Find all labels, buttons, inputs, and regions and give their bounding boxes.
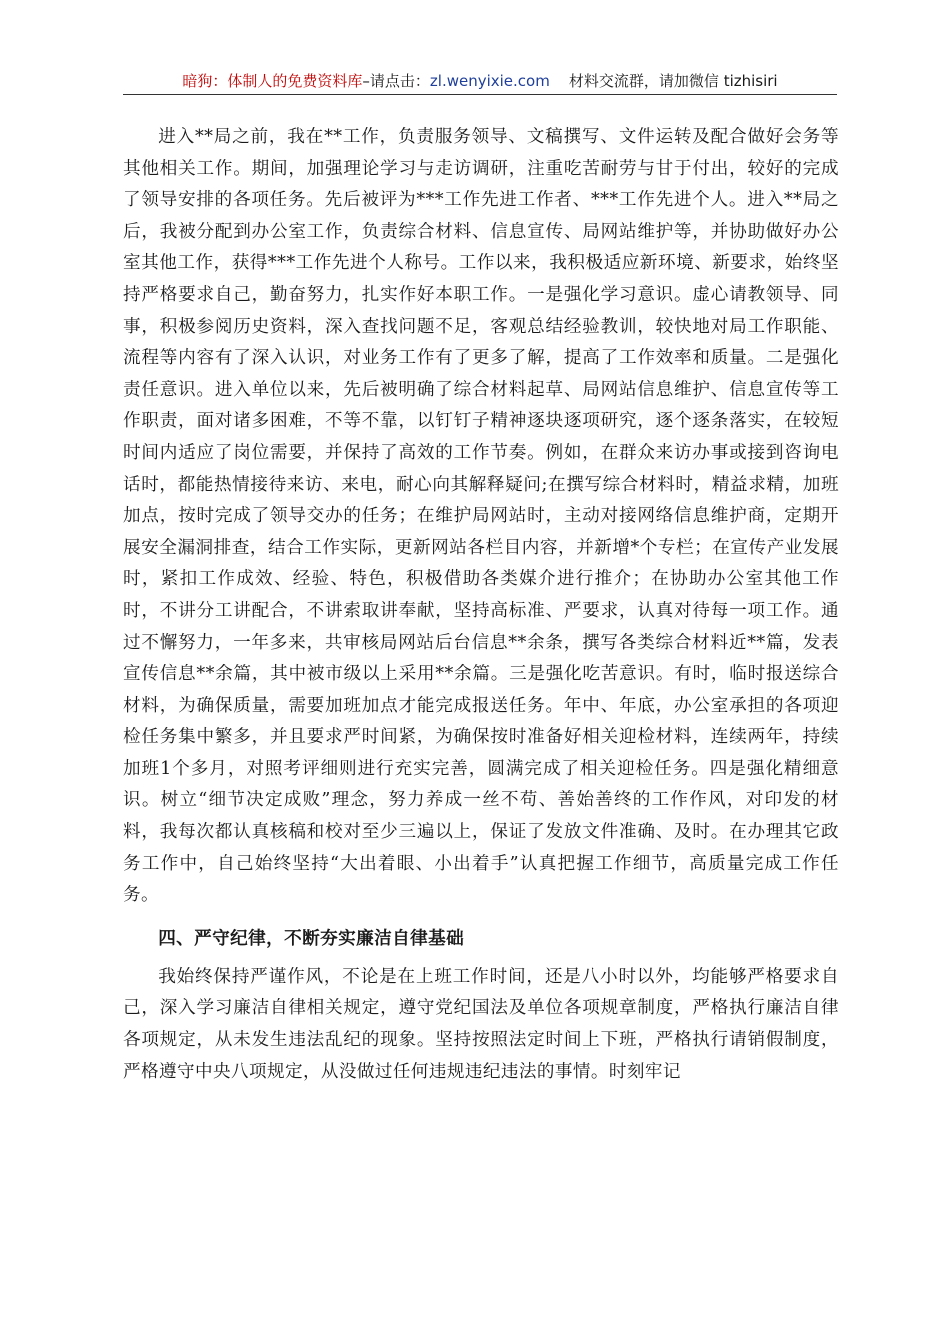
header-contact: 材料交流群，请加微信 tizhisiri xyxy=(568,72,778,90)
body-paragraph-1: 进入**局之前，我在**工作，负责服务领导、文稿撰写、文件运转及配合做好会务等其他相关工作。期间，加强理论学习与走访调研，注重吃苦耐劳与甘于付出，较好的完成了领导安排的各项任务。先后被评为***工作先进工作者、***工作先进个人。进入**局之后，我被分配到办公室工作，负责综合材料、信息宣传、局网站维护等，并协助做好办公室其他工作，获得***工作先进个人称号。工作以来，我积极适应新环境、新要求，始终坚持严格要求自己，勤奋努力，扎实作好本职工作。一是强化学习意识。虚心请教领导、同事，积极参阅历史资料，深入查找问题不足，客观总结经验教训，较快地对局工作职能、流程等内容有了深入认识，对业务工作有了更多了解，提高了工作效率和质量。二是强化责任意识。进入单位以来，先后被明确了综合材料起草、局网站信息维护、信息宣传等工作职责，面对诸多困难，不等不靠，以钉钉子精神逐块逐项研究，逐个逐条落实，在较短时间内适应了岗位需要，并保持了高效的工作节奏。例如，在群众来访办事或接到咨询电话时，都能热情接待来访、来电，耐心向其解释疑问;在撰写综合材料时，精益求精，加班加点，按时完成了领导交办的任务；在维护局网站时，主动对接网络信息维护商，定期开展安全漏洞排查，结合工作实际，更新网站各栏目内容，并新增*个专栏；在宣传产业发展时，紧扣工作成效、经验、特色，积极借助各类媒介进行推介；在协助办公室其他工作时，不讲分工讲配合，不讲索取讲奉献，坚持高标准、严要求，认真对待每一项工作。通过不懈努力，一年多来，共审核局网站后台信息**余条，撰写各类综合材料近**篇，发表宣传信息**余篇，其中被市级以上采用**余篇。三是强化吃苦意识。有时，临时报送综合材料，为确保质量，需要加班加点才能完成报送任务。年中、年底，办公室承担的各项迎检任务集中繁多，并且要求严时间紧，为确保按时准备好相关迎检材料，连续两年，持续加班1个多月，对照考评细则进行充实完善，圆满完成了相关迎检任务。四是强化精细意识。树立“细节决定成败”理念，努力养成一丝不苟、善始善终的工作作风，对印发的材料，我每次都认真核稿和校对至少三遍以上，保证了发放文件准确、及时。在办理其它政务工作中，自己始终坚持“大出着眼、小出着手”认真把握工作细节，高质量完成工作任务。 xyxy=(123,127,839,906)
page-header xyxy=(123,68,837,95)
header-url-link[interactable]: zl.wenyixie.com xyxy=(429,72,550,90)
header-brand: 暗狗：体制人的免费资料库 xyxy=(182,72,363,90)
section-heading: 四、严守纪律，不断夯实廉洁自律基础 xyxy=(158,928,465,949)
header-click-prompt: –请点击： xyxy=(362,72,430,90)
body-paragraph-2: 我始终保持严谨作风，不论是在上班工作时间，还是八小时以外，均能够严格要求自己，深入学习廉洁自律相关规定，遵守党纪国法及单位各项规章制度，严格执行廉洁自律各项规定，从未发生违法乱纪的现象。坚持按照法定时间上下班，严格执行请销假制度，严格遵守中央八项规定，从没做过任何违规违纪违法的事情。时刻牢记 xyxy=(123,966,839,1082)
document-body xyxy=(123,122,839,1088)
